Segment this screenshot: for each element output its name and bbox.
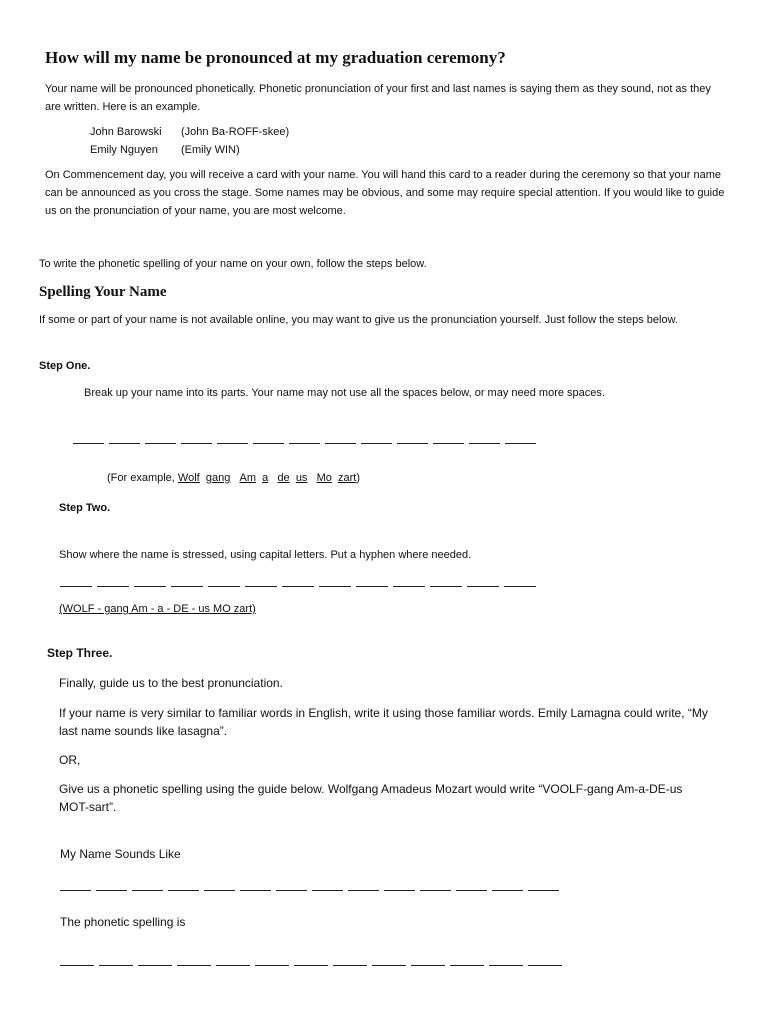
blank-field[interactable] — [528, 880, 559, 891]
blank-field[interactable] — [253, 433, 284, 444]
blank-field[interactable] — [504, 576, 536, 587]
blank-field[interactable] — [361, 433, 392, 444]
blank-field[interactable] — [240, 880, 271, 891]
blank-field[interactable] — [60, 955, 94, 966]
blank-field[interactable] — [289, 433, 320, 444]
blank-field[interactable] — [134, 576, 166, 587]
example-name-1: John Barowski — [90, 126, 162, 138]
blank-field[interactable] — [96, 880, 127, 891]
blank-field[interactable] — [397, 433, 428, 444]
page-title: How will my name be pronounced at my graduation ceremony? — [45, 48, 506, 67]
step-one-example — [107, 472, 360, 484]
blank-field[interactable] — [450, 955, 484, 966]
blank-field[interactable] — [505, 433, 536, 444]
blank-field[interactable] — [433, 433, 464, 444]
example-part: us — [295, 472, 308, 484]
intro-paragraph: Your name will be pronounced phonetically. Phonetic pronunciation of your first and last names is saying them as they sound, not as they are written. Here is an example. — [45, 83, 711, 113]
blank-field[interactable] — [384, 880, 415, 891]
example-part: Mo — [316, 472, 332, 484]
blank-field[interactable] — [60, 576, 92, 587]
blank-field[interactable] — [216, 955, 250, 966]
blank-field[interactable] — [97, 576, 129, 587]
step-three-finally: Finally, guide us to the best pronunciation. — [59, 676, 283, 690]
blank-field[interactable] — [467, 576, 499, 587]
example-part: de — [277, 472, 290, 484]
blank-field[interactable] — [171, 576, 203, 587]
example-phonetic-1: (John Ba-ROFF-skee) — [181, 126, 290, 138]
step-one-text: Break up your name into its parts. Your name may not use all the spaces below, or may need more spaces. — [84, 387, 605, 399]
step-one-title: Step One. — [39, 360, 91, 372]
example-prefix: (For example, — [107, 472, 178, 484]
example-part: a — [262, 472, 269, 484]
commencement-paragraph: On Commencement day, you will receive a card with your name. You will hand this card to a reader during the ceremony so that your name can be announced as you cross the stage. Some names may be obvious, and some may require special attention. If you would like to guide us on the pronunciation of your name, you are most welcome. — [45, 169, 725, 217]
blank-field[interactable] — [348, 880, 379, 891]
blank-field[interactable] — [489, 955, 523, 966]
blank-field[interactable] — [177, 955, 211, 966]
blank-field[interactable] — [319, 576, 351, 587]
blank-field[interactable] — [217, 433, 248, 444]
sounds-like-label: My Name Sounds Like — [60, 847, 181, 861]
blank-field[interactable] — [145, 433, 176, 444]
step-two-blanks[interactable] — [60, 576, 536, 587]
sounds-like-blanks[interactable] — [60, 880, 559, 891]
blank-field[interactable] — [204, 880, 235, 891]
blank-field[interactable] — [109, 433, 140, 444]
phonetic-spelling-label: The phonetic spelling is — [60, 915, 186, 929]
step-three-phonetic-guide: Give us a phonetic spelling using the guide below. Wolfgang Amadeus Mozart would write “VOOLF-gang Am-a-DE-us MOT-sart”. — [59, 782, 683, 814]
step-three-or: OR, — [59, 753, 81, 767]
blank-field[interactable] — [99, 955, 133, 966]
blank-field[interactable] — [420, 880, 451, 891]
blank-field[interactable] — [132, 880, 163, 891]
blank-field[interactable] — [469, 433, 500, 444]
blank-field[interactable] — [528, 955, 562, 966]
blank-field[interactable] — [208, 576, 240, 587]
blank-field[interactable] — [255, 955, 289, 966]
step-two-title: Step Two. — [59, 502, 111, 514]
section-intro: If some or part of your name is not available online, you may want to give us the pronunciation yourself. Just follow the steps below. — [39, 314, 678, 326]
blank-field[interactable] — [168, 880, 199, 891]
blank-field[interactable] — [393, 576, 425, 587]
blank-field[interactable] — [411, 955, 445, 966]
step-one-blanks[interactable] — [73, 433, 536, 444]
blank-field[interactable] — [282, 576, 314, 587]
example-name-2: Emily Nguyen — [90, 144, 158, 156]
blank-field[interactable] — [430, 576, 462, 587]
step-two-example: (WOLF - gang Am - a - DE - us MO zart) — [59, 603, 256, 615]
example-part: zart — [338, 472, 357, 484]
example-part: Wolf — [177, 472, 200, 484]
blank-field[interactable] — [492, 880, 523, 891]
blank-field[interactable] — [60, 880, 91, 891]
example-suffix: ) — [356, 472, 361, 484]
blank-field[interactable] — [325, 433, 356, 444]
section-title: Spelling Your Name — [39, 284, 167, 300]
step-two-text: Show where the name is stressed, using capital letters. Put a hyphen where needed. — [59, 549, 472, 561]
step-three-title: Step Three. — [47, 646, 113, 660]
blank-field[interactable] — [294, 955, 328, 966]
blank-field[interactable] — [356, 576, 388, 587]
example-part: gang — [205, 472, 231, 484]
blank-field[interactable] — [333, 955, 367, 966]
blank-field[interactable] — [181, 433, 212, 444]
blank-field[interactable] — [245, 576, 277, 587]
example-phonetic-2: (Emily WIN) — [181, 144, 240, 156]
blank-field[interactable] — [276, 880, 307, 891]
step-three-familiar: If your name is very similar to familiar words in English, write it using those familiar words. Emily Lamagna could write, “My last name sounds like lasagna”. — [59, 706, 708, 738]
phonetic-spelling-blanks[interactable] — [60, 955, 562, 966]
example-part: Am — [239, 472, 257, 484]
blank-field[interactable] — [138, 955, 172, 966]
blank-field[interactable] — [312, 880, 343, 891]
blank-field[interactable] — [73, 433, 104, 444]
blank-field[interactable] — [372, 955, 406, 966]
blank-field[interactable] — [456, 880, 487, 891]
own-steps-text: To write the phonetic spelling of your name on your own, follow the steps below. — [39, 258, 427, 270]
